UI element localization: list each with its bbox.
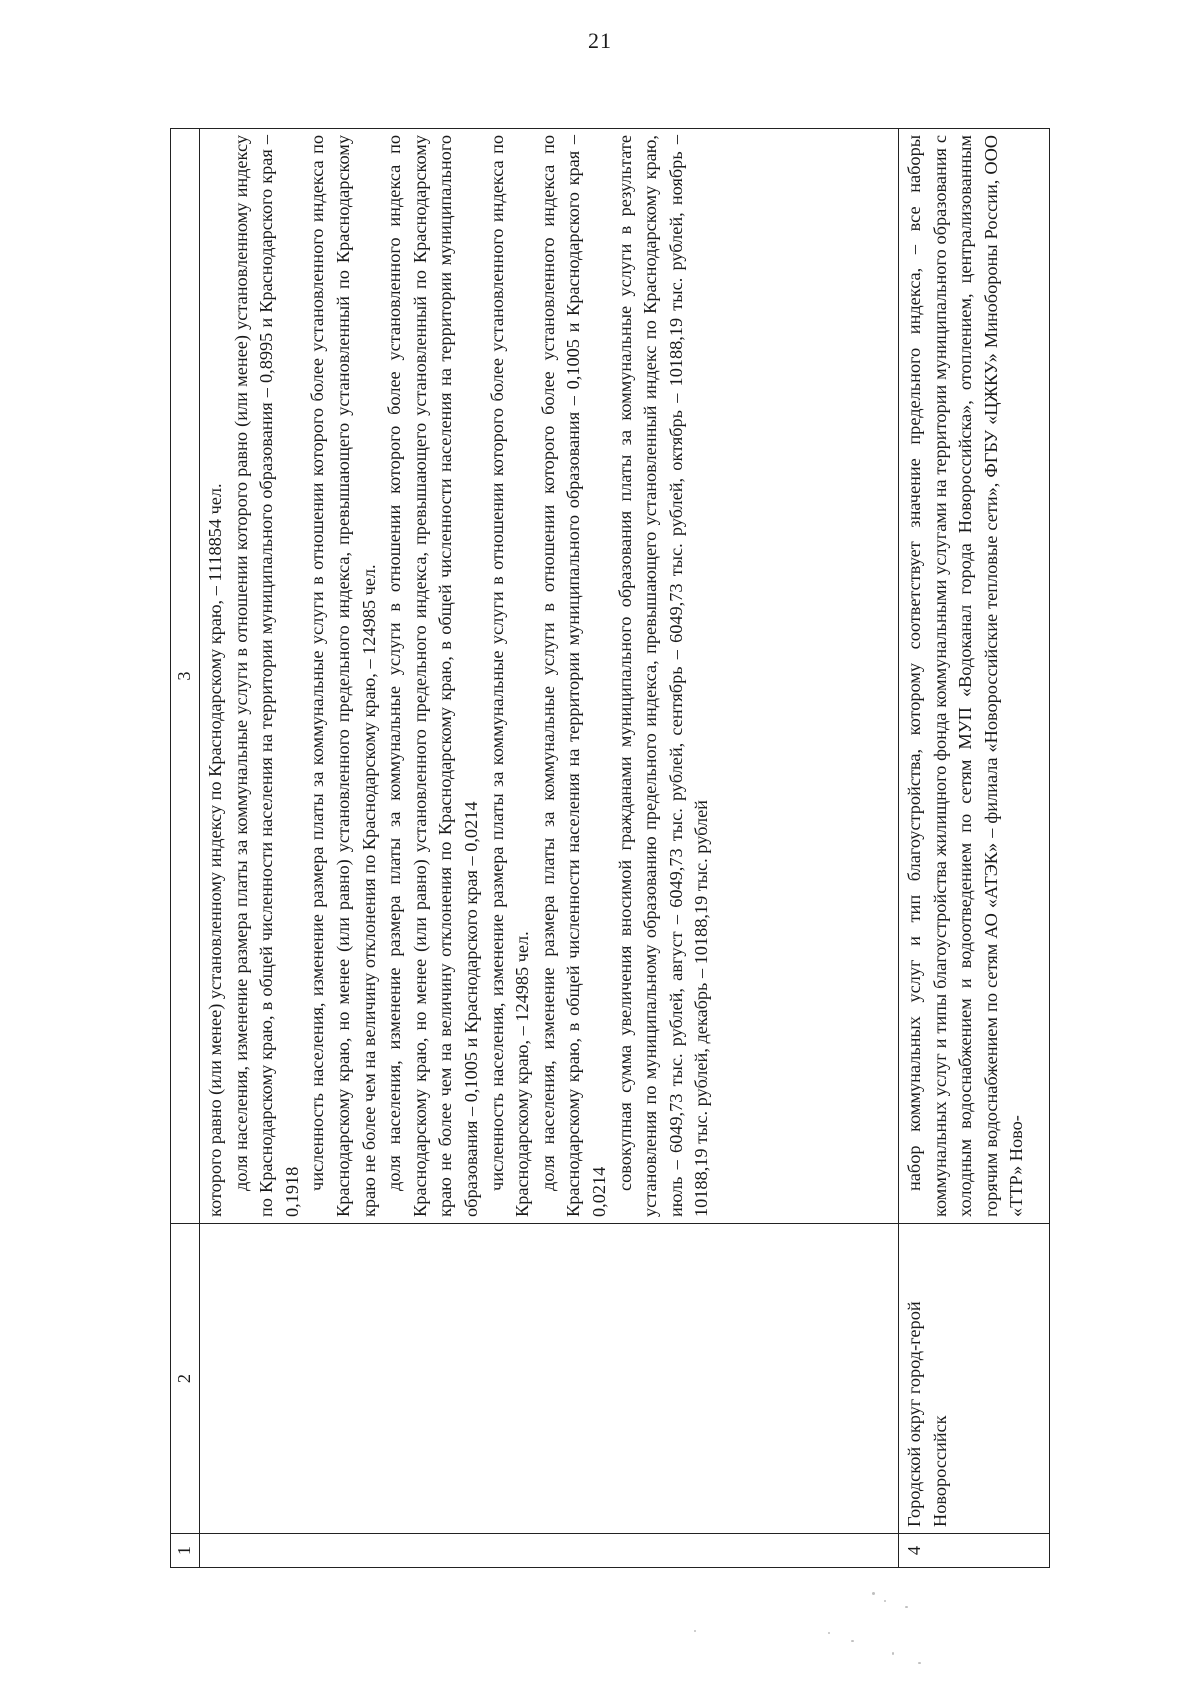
row-number-cell: 4 — [899, 1534, 1050, 1568]
header-col-3: 3 — [171, 129, 200, 1224]
page-number: 21 — [588, 28, 612, 53]
scan-speck — [851, 1640, 854, 1642]
scan-speck — [694, 1630, 696, 1632]
scan-speck — [828, 1632, 830, 1634]
table-header-row — [171, 129, 200, 1568]
scan-speck — [918, 1662, 921, 1664]
scan-speck — [892, 1652, 894, 1655]
description-paragraph: которого равно (или менее) установленному индексу по Краснодарскому краю, – 1118854 чел. — [205, 483, 225, 1217]
header-col-2: 2 — [171, 1224, 200, 1534]
table-row — [200, 129, 899, 1568]
description-cell — [200, 129, 899, 1224]
scan-speck — [905, 1606, 908, 1608]
description-paragraph: набор коммунальных услуг и тип благоустройства, которому соответствует значение предельного индекса, – все наборы коммунальных услуг и типы благоустройства жилищного фонда коммунальными услугами на территории муниципального образования с холодным водоснабжением и водоотведением по сетям МУП «Водоканал города Новороссийска», отоплением, централизованным горячим водоснабжением по сетям АО «АТЭК» – филиала «Новороссийские тепловые сети», ФГБУ «ЦЖКУ» Минобороны России, ООО «ТТР» Ново- — [904, 135, 1027, 1217]
description-paragraph: доля населения, изменение размера платы за коммунальные услуги в отношении которого более установленного индекса по Краснодарскому краю, в общей численности населения на территории муниципального образования – 0,1005 и Краснодарского края – 0,0214 — [537, 135, 609, 1217]
description-cell — [899, 129, 1050, 1224]
table-row — [899, 129, 1050, 1568]
data-table — [170, 128, 1050, 1568]
header-col-1: 1 — [171, 1534, 200, 1568]
description-paragraph: доля населения, изменение размера платы за коммунальные услуги в отношении которого более установленного индекса по Краснодарскому краю, но менее (или равно) установленного предельного индекса, превышающего установленный по Краснодарскому краю не более чем на величину отклонения по Краснодарскому краю, в общей численности населения на территории муниципального образования – 0,1005 и Краснодарского края – 0,0214 — [384, 135, 481, 1217]
scan-speck — [872, 1592, 875, 1595]
municipality-name-cell — [200, 1224, 899, 1534]
rotated-table-wrapper — [170, 128, 1050, 1568]
municipality-name-cell: Городской округ город-герой Новороссийск — [899, 1224, 1050, 1534]
description-paragraph: численность населения, изменение размера платы за коммунальные услуги в отношении которого более установленного индекса по Краснодарскому краю, – 124985 чел. — [486, 135, 533, 1217]
row-number-cell — [200, 1534, 899, 1568]
description-paragraph: совокупная сумма увеличения вносимой гражданами муниципального образования платы за коммунальные услуги в результате установления по муниципальному образованию предельного индекса, превышающего установленный индекс по Краснодарскому краю, июль – 6049,73 тыс. рублей, август – 6049,73 тыс. рублей, сентябрь – 6049,73 тыс. рублей, октябрь – 10188,19 тыс. рублей, ноябрь – 10188,19 тыс. рублей, декабрь – 10188,19 тыс. рублей — [614, 135, 712, 1217]
scan-speck — [884, 1600, 886, 1602]
description-paragraph: доля населения, изменение размера платы за коммунальные услуги в отношении которого равно (или менее) установленному индексу по Краснодарскому краю, в общей численности населения на территории муниципального образования – 0,8995 и Краснодарского края – 0,1918 — [230, 135, 302, 1217]
description-paragraph: численность населения, изменение размера платы за коммунальные услуги в отношении которого более установленного индекса по Краснодарскому краю, но менее (или равно) установленного предельного индекса, превышающего установленный по Краснодарскому краю не более чем на величину отклонения по Краснодарскому краю, – 124985 чел. — [307, 135, 379, 1217]
